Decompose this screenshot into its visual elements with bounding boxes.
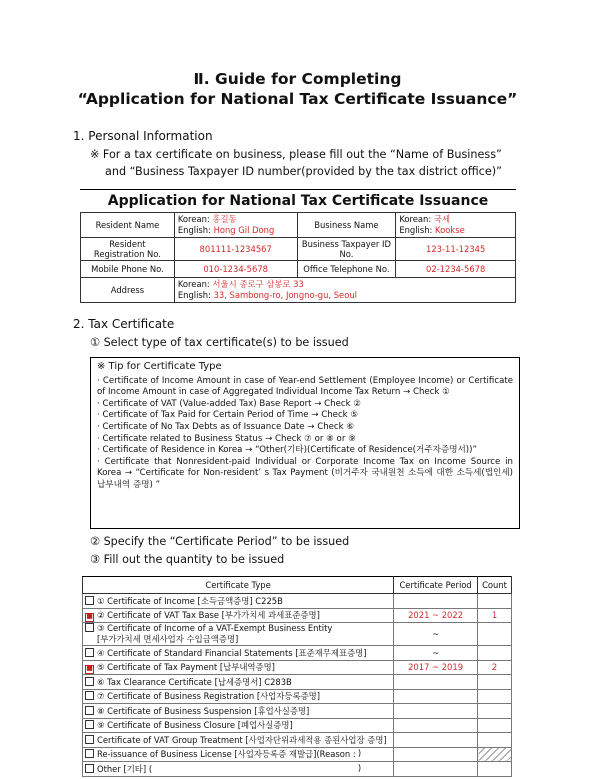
checkbox[interactable]	[85, 735, 94, 744]
certificate-period-cell[interactable]	[394, 704, 478, 719]
count-cell[interactable]	[478, 594, 512, 609]
resident-name-english: English: Hong Gil Dong	[177, 225, 275, 235]
section-personal-info-title: 1. Personal Information	[73, 129, 213, 143]
tip-line: · Certificate of Residence in Korea → “Other(기타)(Certificate of Residence(거주자증명서))”	[97, 445, 477, 456]
business-name-korean: Korean: 국세	[399, 214, 451, 224]
office-value: 02-1234-5678	[396, 261, 516, 278]
certificate-type-cell	[83, 762, 394, 777]
business-name-label: Business Name	[297, 213, 396, 238]
count-cell[interactable]: 1	[478, 608, 512, 623]
count-cell[interactable]	[478, 747, 512, 762]
tip-box	[90, 357, 520, 529]
address-korean: Korean: 서울시 종로구 삼봉로 33	[177, 279, 304, 289]
col-header-count: Count	[478, 577, 512, 594]
certificate-type-cell	[83, 608, 394, 623]
count-cell[interactable]	[478, 675, 512, 690]
table-row	[83, 704, 512, 719]
col-header-certificate-type: Certificate Type	[83, 577, 394, 594]
checked-checkbox[interactable]	[85, 665, 94, 674]
count-cell[interactable]	[478, 762, 512, 777]
checkbox[interactable]	[85, 720, 94, 729]
col-header-certificate-period: Certificate Period	[394, 577, 478, 594]
table-row	[83, 646, 512, 661]
count-cell[interactable]	[478, 704, 512, 719]
certificate-type-cell	[83, 733, 394, 748]
table-row	[83, 594, 512, 609]
certificate-type-label: ② Certificate of VAT Tax Base [부가가치세 과세표준증명]	[97, 609, 320, 620]
table-row	[83, 762, 512, 777]
certificate-type-label: ④ Certificate of Standard Financial Statements [표준재무제표증명]	[97, 647, 367, 658]
resident-name-korean: Korean: 홍길동	[177, 214, 237, 224]
table-row	[83, 718, 512, 733]
certificate-type-cell	[83, 646, 394, 661]
certificate-type-label: ⑨ Certificate of Business Closure [폐업사실증명]	[97, 720, 293, 731]
certificate-type-label: ⑥ Tax Clearance Certificate [납세증명서] C283B	[97, 676, 292, 687]
certificate-type-cell	[83, 660, 394, 675]
closing-paren: )	[357, 762, 362, 773]
tip-heading: ※ Tip for Certificate Type	[97, 361, 222, 372]
sample-form-title: Application for National Tax Certificate Issuance	[80, 189, 516, 212]
mobile-value: 010-1234-5678	[174, 261, 297, 278]
checkbox[interactable]	[85, 596, 94, 605]
tip-line: · Certificate of VAT (Value-added Tax) Base Report → Check ②	[97, 398, 362, 409]
certificate-type-cell	[83, 675, 394, 690]
certificate-period-cell[interactable]	[394, 675, 478, 690]
office-label: Office Telephone No.	[297, 261, 396, 278]
page-subtitle: “Application for National Tax Certificate Issuance”	[77, 90, 518, 108]
certificate-type-label: ③ Certificate of Income of a VAT-Exempt Business Entity	[97, 623, 333, 633]
count-cell[interactable]	[478, 623, 512, 646]
certificate-period-cell[interactable]	[394, 747, 478, 762]
business-name-english: English: Kookse	[399, 225, 465, 235]
certificate-type-label: ⑦ Certificate of Business Registration [사업자등록증명]	[97, 691, 320, 702]
certificate-period-cell[interactable]	[394, 594, 478, 609]
certificate-type-cell	[83, 689, 394, 704]
table-row	[83, 660, 512, 675]
certificate-table-body	[83, 594, 512, 777]
checkbox[interactable]	[85, 764, 94, 773]
tip-line: · Certificate of Income Amount in case of Year-end Settlement (Employee Income) or Certificate of Income Amount in case of Aggregated Individual Income Tax Return → Check ①	[97, 375, 513, 398]
certificate-type-label: Certificate of VAT Group Treatment [사업자단위과세적용 종된사업장 증명]	[97, 734, 387, 745]
count-cell[interactable]	[478, 689, 512, 704]
certificate-period-cell[interactable]	[394, 689, 478, 704]
address-label: Address	[81, 278, 175, 303]
tip-line: · Certificate of No Tax Debts as of Issuance Date → Check ⑥	[97, 421, 355, 432]
checked-checkbox[interactable]	[85, 613, 94, 622]
count-cell[interactable]: 2	[478, 660, 512, 675]
table-row	[83, 733, 512, 748]
section-personal-info-note-line2: and “Business Taxpayer ID number(provided by the tax district office)”	[105, 165, 502, 178]
certificate-period-cell[interactable]: 2021 ~ 2022	[394, 608, 478, 623]
mobile-label: Mobile Phone No.	[81, 261, 175, 278]
table-row	[83, 689, 512, 704]
count-cell[interactable]	[478, 733, 512, 748]
certificate-type-label: ⑤ Certificate of Tax Payment [납부내역증명]	[97, 661, 275, 672]
certificate-type-label: Other [기타] (	[97, 763, 153, 774]
checkbox[interactable]	[85, 623, 94, 632]
address-korean-text: 서울시 종로구 삼봉로 33	[212, 279, 304, 289]
certificate-type-cell	[83, 623, 394, 646]
certificate-type-label: ① Certificate of Income [소득금액증명] C225B	[97, 595, 283, 606]
certificate-type-cell	[83, 704, 394, 719]
table-row	[83, 675, 512, 690]
sample-application-form	[80, 212, 516, 303]
business-name-value	[396, 213, 516, 238]
btid-value: 123-11-12345	[396, 238, 516, 261]
certificate-type-cell	[83, 718, 394, 733]
certificate-type-label-line2: [부가가치세 면세사업자 수입금액증명]	[97, 634, 239, 644]
resident-name-value	[174, 213, 297, 238]
page-title: Ⅱ. Guide for Completing	[193, 70, 402, 88]
step3-text: ③ Fill out the quantity to be issued	[90, 553, 285, 566]
certificate-period-cell[interactable]	[394, 733, 478, 748]
table-row	[83, 608, 512, 623]
address-value	[174, 278, 515, 303]
checkbox[interactable]	[85, 677, 94, 686]
checkbox[interactable]	[85, 691, 94, 700]
certificate-period-cell[interactable]: ~	[394, 646, 478, 661]
rrn-label: Resident Registration No.	[81, 238, 175, 261]
certificate-period-cell[interactable]	[394, 762, 478, 777]
section-personal-info-note-line1: ※ For a tax certificate on business, please fill out the “Name of Business”	[90, 148, 502, 161]
certificate-period-cell[interactable]	[394, 718, 478, 733]
checkbox[interactable]	[85, 706, 94, 715]
tip-line: · Certificate of Tax Paid for Certain Period of Time → Check ⑤	[97, 410, 359, 421]
address-english: English: 33, Sambong-ro, Jongno-gu, Seoul	[177, 290, 357, 300]
closing-paren: )	[357, 748, 362, 759]
checkbox[interactable]	[85, 749, 94, 758]
tip-line: · Certificate related to Business Status → Check ⑦ or ⑧ or ⑨	[97, 433, 356, 444]
btid-label: Business Taxpayer ID No.	[297, 238, 396, 261]
count-cell[interactable]	[478, 718, 512, 733]
rrn-value: 801111-1234567	[174, 238, 297, 261]
address-english-text: 33, Sambong-ro, Jongno-gu, Seoul	[213, 290, 357, 300]
certificate-type-label: ⑧ Certificate of Business Suspension [휴업사실증명]	[97, 705, 310, 716]
checkbox[interactable]	[85, 648, 94, 657]
resident-name-label: Resident Name	[81, 213, 175, 238]
certificate-type-label: Re-issuance of Business License [사업자등록증 재발급](Reason :	[97, 749, 356, 760]
certificate-period-cell[interactable]: 2017 ~ 2019	[394, 660, 478, 675]
count-cell[interactable]	[478, 646, 512, 661]
certificate-type-table	[82, 576, 512, 777]
table-row	[83, 747, 512, 762]
certificate-period-cell[interactable]: ~	[394, 623, 478, 646]
step1-text: ① Select type of tax certificate(s) to be issued	[90, 336, 349, 349]
step2-text: ② Specify the “Certificate Period” to be issued	[90, 535, 350, 548]
certificate-type-cell	[83, 747, 394, 762]
certificate-type-cell	[83, 594, 394, 609]
section-tax-certificate-title: 2. Tax Certificate	[73, 317, 175, 331]
tip-line: · Certificate that Nonresident-paid Individual or Corporate Income Tax on Income Source in Korea → “Certificate for Non-resident’ s Tax Payment (비거주자 국내원천 소득에 대한 소득세(법인세) 납부내역 증명) ”	[97, 456, 513, 490]
table-row	[83, 623, 512, 646]
